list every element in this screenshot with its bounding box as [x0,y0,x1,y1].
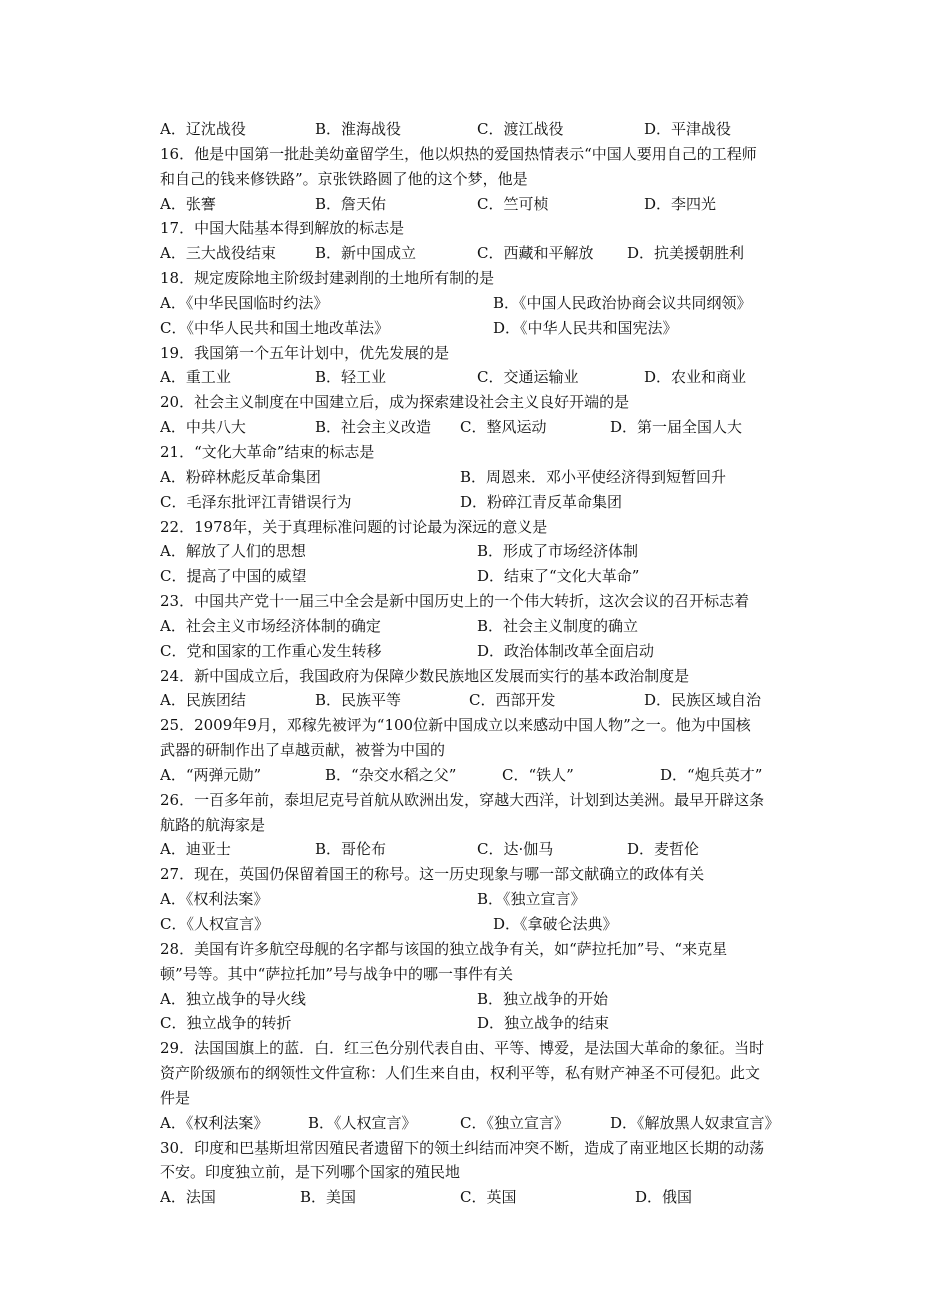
answer-option: D．民族区域自治 [644,691,762,710]
question-text-line: 21．“文化大革命”结束的标志是 [160,442,375,461]
answer-options-row [160,987,850,1012]
answer-option: D．《中华人民共和国宪法》 [493,318,678,337]
answer-options-row [160,763,850,788]
answer-option: C．西部开发 [469,691,556,710]
question-text-line: 和自己的钱来修铁路”。京张铁路圆了他的这个梦，他是 [160,169,528,188]
answer-option: C．英国 [460,1188,517,1207]
answer-options-row [160,539,850,564]
answer-options-row [160,1185,850,1210]
answer-option: A．解放了人们的思想 [160,542,306,561]
answer-option: A．《中华民国临时约法》 [160,293,329,312]
question-text-line: 17．中国大陆基本得到解放的标志是 [160,219,405,238]
answer-options-row [160,192,850,217]
question-text-line: 航路的航海家是 [160,815,266,834]
answer-options-row [160,614,850,639]
question-text-line: 28．美国有许多航空母舰的名字都与该国的独立战争有关，如“萨拉托加”号、“来克星 [160,939,728,958]
question-text-line: 29．法国国旗上的蓝．白．红三色分别代表自由、平等、博爱，是法国大革命的象征。当时 [160,1039,765,1058]
answer-option: A．张謇 [160,194,216,213]
question-text-line: 27．现在，英国仍保留着国王的称号。这一历史现象与哪一部文献确立的政体有关 [160,865,705,884]
answer-option: D．农业和商业 [644,368,747,387]
answer-options-row [160,564,850,589]
answer-option: B．《独立宣言》 [477,890,586,909]
question-text-line: 20．社会主义制度在中国建立后，成为探索建设社会主义良好开端的是 [160,393,630,412]
question-text-line: 18．规定废除地主阶级封建剥削的土地所有制的是 [160,269,495,288]
answer-option: C．《中华人民共和国土地改革法》 [160,318,389,337]
answer-option: A．民族团结 [160,691,246,710]
answer-option: A．三大战役结束 [160,244,276,263]
answer-option: D．政治体制改革全面启动 [477,641,655,660]
answer-option: B．新中国成立 [315,244,417,263]
answer-option: A．重工业 [160,368,231,387]
answer-option: D．粉碎江青反革命集团 [460,492,623,511]
question-text-line: 24．新中国成立后，我国政府为保障少数民族地区发展而实行的基本政治制度是 [160,666,690,685]
answer-option: D．李四光 [644,194,717,213]
answer-option: A．辽沈战役 [160,120,246,138]
answer-option: B．《人权宣言》 [308,1113,417,1132]
answer-option: D．麦哲伦 [627,840,700,859]
question-text-line: 不安。印度独立前，是下列哪个国家的殖民地 [160,1163,461,1182]
answer-option: B．詹天佑 [315,194,387,213]
answer-option: A．社会主义市场经济体制的确定 [160,616,381,635]
answer-option: D．抗美援朝胜利 [627,244,745,263]
answer-option: B．轻工业 [315,368,387,387]
answer-options-row [160,490,850,515]
answer-option: C．渡江战役 [477,120,564,138]
answer-option: C．整风运动 [460,418,547,437]
question-text-line: 26．一百多年前，泰坦尼克号首航从欧洲出发，穿越大西洋，计划到达美洲。最早开辟这条 [160,790,765,809]
answer-option: C．西藏和平解放 [477,244,594,263]
question-text-line: 件是 [160,1088,191,1107]
answer-option: B．周恩来．邓小平使经济得到短暂回升 [460,467,727,486]
question-text-line: 30．印度和巴基斯坦常因殖民者遗留下的领土纠结而冲突不断，造成了南亚地区长期的动荡 [160,1138,765,1157]
answer-option: C．达·伽马 [477,840,554,859]
answer-option: A．法国 [160,1188,216,1207]
answer-option: C．《独立宣言》 [460,1113,569,1132]
question-text-line: 顿”号等。其中“萨拉托加”号与战争中的哪一事件有关 [160,964,514,983]
answer-option: C．毛泽东批评江青错误行为 [160,492,352,511]
answer-options-row [160,688,850,713]
answer-option: D．《拿破仑法典》 [493,915,618,933]
answer-options-row [160,912,850,937]
answer-option: C．“铁人” [502,765,574,784]
answer-option: C．独立战争的转折 [160,1014,292,1033]
answer-options-row [160,1111,850,1136]
answer-option: D．结束了“文化大革命” [477,567,640,586]
answer-option: B．“杂交水稻之父” [325,765,457,784]
answer-option: C．《人权宣言》 [160,915,269,933]
question-text-line: 19．我国第一个五年计划中，优先发展的是 [160,343,450,362]
question-text-line: 资产阶级颁布的纲领性文件宣称：人们生来自由，权利平等，私有财产神圣不可侵犯。此文 [160,1064,761,1083]
question-list [160,117,850,1210]
answer-options-row [160,117,850,142]
answer-option: B．《中国人民政治协商会议共同纲领》 [493,293,752,312]
answer-option: C．交通运输业 [477,368,579,387]
answer-option: B．独立战争的开始 [477,989,609,1008]
answer-option: B．淮海战役 [315,120,402,138]
answer-option: A．独立战争的导火线 [160,989,306,1008]
answer-option: B．社会主义制度的确立 [477,616,639,635]
answer-option: D．俄国 [635,1188,693,1207]
answer-option: A．中共八大 [160,418,246,437]
answer-options-row [160,639,850,664]
answer-option: A．“两弹元勋” [160,765,262,784]
answer-option: C．党和国家的工作重心发生转移 [160,641,382,660]
answer-options-row [160,837,850,862]
answer-option: D．《解放黑人奴隶宣言》 [610,1113,780,1132]
answer-options-row [160,365,850,390]
answer-options-row [160,316,850,341]
answer-option: A．粉碎林彪反革命集团 [160,467,321,486]
answer-option: B．哥伦布 [315,840,387,859]
answer-option: C．提高了中国的威望 [160,567,307,586]
answer-option: C．竺可桢 [477,194,549,213]
answer-option: A．《权利法案》 [160,890,269,909]
answer-option: D．第一届全国人大 [610,418,743,437]
answer-option: D．独立战争的结束 [477,1014,610,1033]
question-text-line: 22．1978年，关于真理标准问题的讨论最为深远的意义是 [160,517,548,536]
answer-option: A．《权利法案》 [160,1113,269,1132]
answer-option: D．平津战役 [644,120,732,138]
answer-option: D．“炮兵英才” [660,765,763,784]
question-text-line: 25．2009年9月，邓稼先被评为“100位新中国成立以来感动中国人物”之一。他为中国核 [160,716,751,735]
answer-options-row [160,465,850,490]
answer-options-row [160,291,850,316]
question-text-line: 23．中国共产党十一届三中全会是新中国历史上的一个伟大转折，这次会议的召开标志着 [160,592,750,611]
answer-options-row [160,1011,850,1036]
answer-options-row [160,887,850,912]
question-text-line: 武器的研制作出了卓越贡献，被誉为中国的 [160,741,446,760]
answer-option: B．美国 [300,1188,357,1207]
answer-options-row [160,415,850,440]
answer-option: B．民族平等 [315,691,402,710]
question-text-line: 16．他是中国第一批赴美幼童留学生，他以炽热的爱国热情表示“中国人要用自己的工程师 [160,144,757,163]
answer-options-row [160,241,850,266]
answer-option: B．社会主义改造 [315,418,432,437]
answer-option: B．形成了市场经济体制 [477,542,639,561]
answer-option: A．迪亚士 [160,840,231,859]
